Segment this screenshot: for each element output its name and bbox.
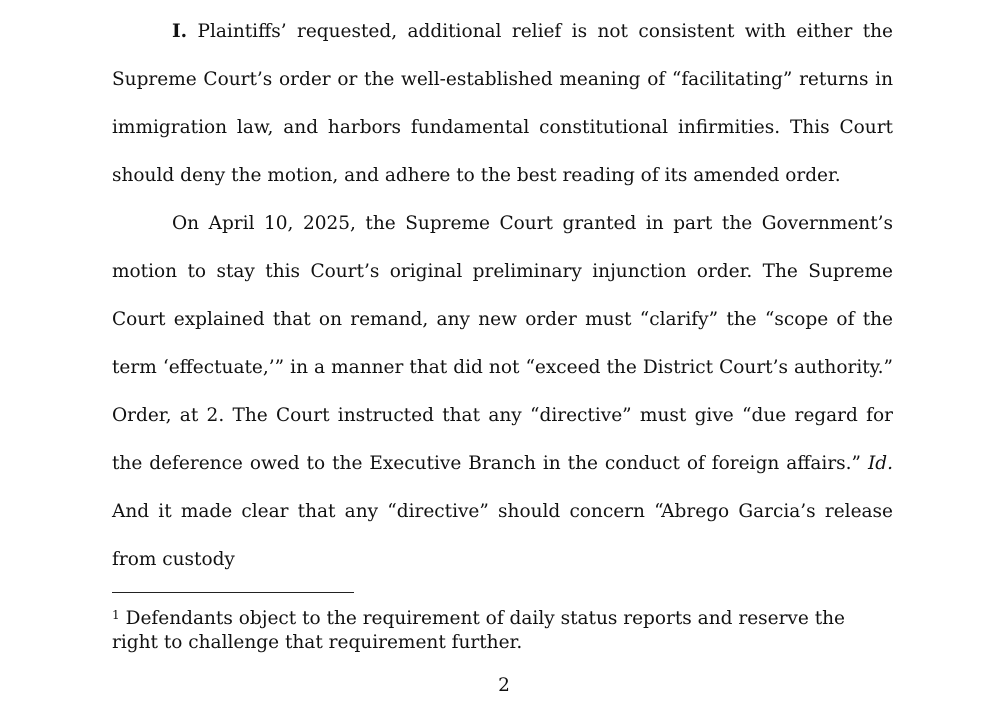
id-citation: Id. <box>867 453 893 474</box>
paragraph-relief-argument <box>112 8 893 200</box>
footnote-number: 1 <box>112 608 120 622</box>
section-heading-number: I. <box>172 21 188 42</box>
footnote <box>112 603 893 655</box>
paragraph-1-text: Plaintiffs’ requested, additional relief is not consistent with either the Supreme Court’s order or the well-established meaning of “facilitating” returns in immigration law, and harbors fundamental constitutional infirmities. This Court should deny the motion, and adhere to the best reading of its amended order. <box>112 21 893 186</box>
footnote-text: Defendants object to the requirement of daily status reports and reserve the right to challenge that requirement further. <box>112 608 846 653</box>
paragraph-supreme-court-order <box>112 200 893 584</box>
paragraph-2-text-after-citation: And it made clear that any “directive” should concern “Abrego Garcia’s release from custody <box>112 501 893 570</box>
page-number: 2 <box>498 675 510 696</box>
paragraph-2-text-before-citation: On April 10, 2025, the Supreme Court granted in part the Government’s motion to stay this Court’s original preliminary injunction order. The Supreme Court explained that on remand, any new order must “clarify” the “scope of the term ‘effectuate,’” in a manner that did not “exceed the District Court’s authority.” Order, at 2. The Court instructed that any “directive” must give “due regard for the deference owed to the Executive Branch in the conduct of foreign affairs.” <box>112 213 893 474</box>
footnote-divider <box>112 592 354 593</box>
body-text <box>112 8 893 584</box>
